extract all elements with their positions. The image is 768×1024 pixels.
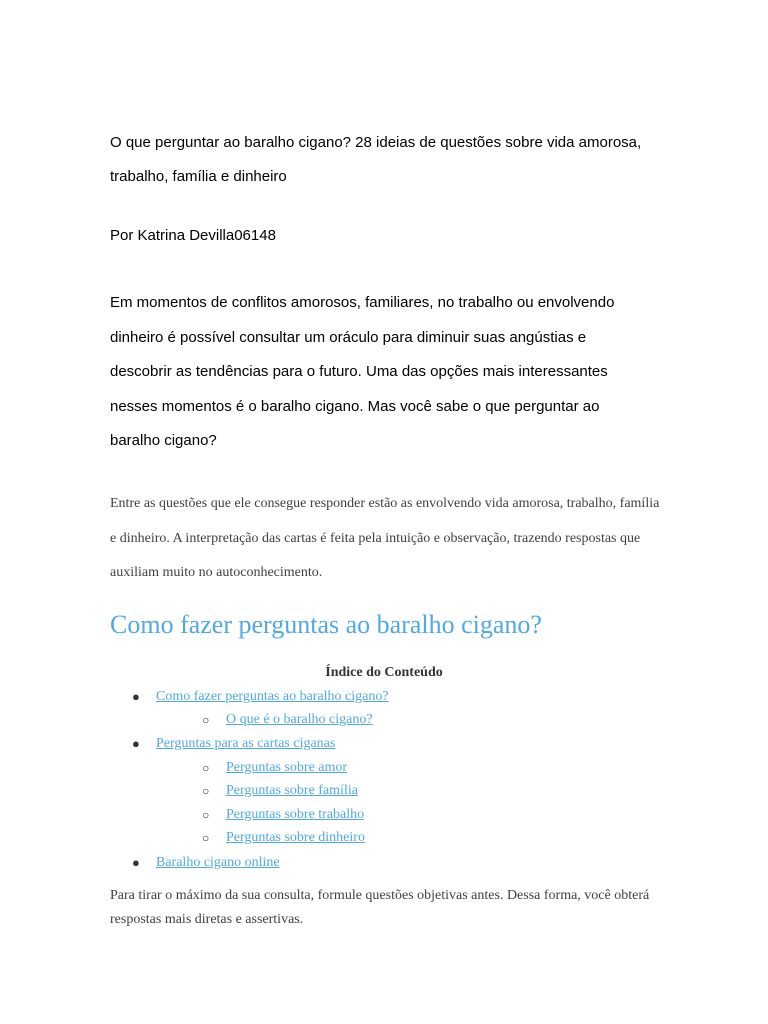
- toc-link[interactable]: Como fazer perguntas ao baralho cigano?: [156, 689, 389, 704]
- article-title: O que perguntar ao baralho cigano? 28 ideias de questões sobre vida amorosa, trabalho, família e dinheiro: [110, 134, 642, 185]
- toc-link[interactable]: Perguntas sobre trabalho: [226, 807, 365, 822]
- toc-item: [132, 854, 280, 872]
- bullet-icon: ●: [132, 689, 140, 704]
- toc-item: [132, 688, 389, 706]
- toc-item: [202, 711, 373, 729]
- toc-link[interactable]: Perguntas para as cartas ciganas: [156, 736, 336, 751]
- circle-bullet-icon: ○: [202, 831, 210, 845]
- toc-item: [202, 759, 348, 777]
- circle-bullet-icon: ○: [202, 713, 210, 727]
- toc-link[interactable]: O que é o baralho cigano?: [226, 712, 373, 727]
- author-byline: Por Katrina Devilla06148: [110, 227, 276, 244]
- toc-link[interactable]: Perguntas sobre amor: [226, 760, 348, 775]
- body-paragraph: Entre as questões que ele consegue responder estão as envolvendo vida amorosa, trabalho, família e dinheiro. A interpretação das cartas é feita pela intuição e observação, trazendo respostas que auxiliam muito no autoconhecimento.: [110, 496, 660, 580]
- circle-bullet-icon: ○: [202, 784, 210, 798]
- toc-link[interactable]: Perguntas sobre família: [226, 783, 358, 798]
- toc-item: [202, 829, 365, 847]
- bullet-icon: ●: [132, 736, 140, 751]
- circle-bullet-icon: ○: [202, 808, 210, 822]
- toc-title: Índice do Conteúdo: [325, 665, 443, 680]
- intro-paragraph: Em momentos de conflitos amorosos, familiares, no trabalho ou envolvendo dinheiro é possível consultar um oráculo para diminuir suas angústias e descobrir as tendências para o futuro. Uma das opções mais interessantes nesses momentos é o baralho cigano. Mas você sabe o que perguntar ao baralho cigano?: [110, 294, 615, 449]
- circle-bullet-icon: ○: [202, 761, 210, 775]
- toc-item: [132, 735, 336, 753]
- bullet-icon: ●: [132, 855, 140, 870]
- toc-link[interactable]: Baralho cigano online: [156, 855, 280, 870]
- body-paragraph: Para tirar o máximo da sua consulta, formule questões objetivas antes. Dessa forma, você obterá respostas mais diretas e assertivas.: [110, 888, 650, 927]
- toc-link[interactable]: Perguntas sobre dinheiro: [226, 830, 365, 845]
- toc-item: [202, 806, 365, 824]
- toc-item: [202, 782, 358, 800]
- section-heading: Como fazer perguntas ao baralho cigano?: [110, 610, 542, 639]
